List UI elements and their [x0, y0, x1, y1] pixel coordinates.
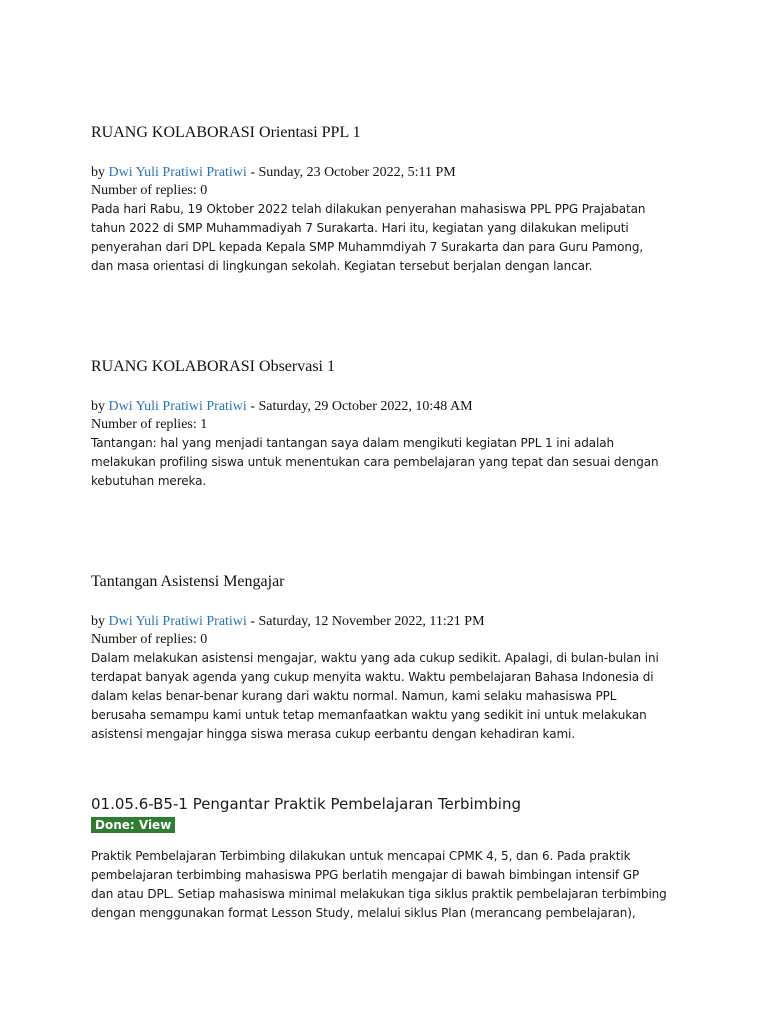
body-line: Tantangan: hal yang menjadi tantangan saya dalam mengikuti kegiatan PPL 1 ini adalah — [91, 436, 614, 450]
post-date: - Saturday, 29 October 2022, 10:48 AM — [246, 399, 473, 414]
activity-section — [91, 795, 681, 923]
completion-badge[interactable]: Done: View — [91, 817, 175, 833]
reply-count: Number of replies: 1 — [91, 417, 208, 432]
post-body — [91, 434, 681, 491]
post-title: RUANG KOLABORASI Orientasi PPL 1 — [91, 124, 361, 141]
post-body — [91, 649, 681, 744]
body-line: Dalam melakukan asistensi mengajar, waktu yang ada cukup sedikit. Apalagi, di bulan-bulan ini — [91, 651, 659, 665]
activity-description — [91, 847, 681, 923]
post-meta — [91, 613, 681, 631]
body-line: dan masa orientasi di lingkungan sekolah. Kegiatan tersebut berjalan dengan lancar. — [91, 259, 593, 273]
by-label: by — [91, 165, 105, 180]
forum-post — [91, 124, 681, 276]
body-line: dengan menggunakan format Lesson Study, melalui siklus Plan (merancang pembelajaran), — [91, 906, 636, 920]
reply-count: Number of replies: 0 — [91, 183, 208, 198]
body-line: Pada hari Rabu, 19 Oktober 2022 telah dilakukan penyerahan mahasiswa PPL PPG Prajabatan — [91, 202, 646, 216]
post-title: Tantangan Asistensi Mengajar — [91, 573, 285, 590]
body-line: tahun 2022 di SMP Muhammadiyah 7 Surakarta. Hari itu, kegiatan yang dilakukan meliputi — [91, 221, 629, 235]
author-link[interactable]: Dwi Yuli Pratiwi Pratiwi — [108, 614, 247, 629]
forum-post — [91, 573, 681, 744]
body-line: kebutuhan mereka. — [91, 474, 207, 488]
activity-title[interactable]: 01.05.6-B5-1 Pengantar Praktik Pembelajaran Terbimbing — [91, 795, 521, 813]
author-link[interactable]: Dwi Yuli Pratiwi Pratiwi — [108, 399, 247, 414]
body-line: pembelajaran terbimbing mahasiswa PPG berlatih mengajar di bawah bimbingan intensif GP — [91, 868, 640, 882]
by-label: by — [91, 399, 105, 414]
forum-post — [91, 358, 681, 491]
body-line: melakukan profiling siswa untuk menentukan cara pembelajaran yang tepat dan sesuai dengan — [91, 455, 659, 469]
by-label: by — [91, 614, 105, 629]
post-body — [91, 200, 681, 276]
body-line: berusaha semampu kami untuk tetap memanfaatkan waktu yang sedikit ini untuk melakukan — [91, 708, 647, 722]
post-meta — [91, 398, 681, 416]
post-title: RUANG KOLABORASI Observasi 1 — [91, 358, 335, 375]
post-meta — [91, 164, 681, 182]
body-line: dalam kelas benar-benar kurang dari waktu normal. Namun, kami selaku mahasiswa PPL — [91, 689, 617, 703]
author-link[interactable]: Dwi Yuli Pratiwi Pratiwi — [108, 165, 247, 180]
body-line: asistensi mengajar hingga siswa merasa cukup eerbantu dengan kehadiran kami. — [91, 727, 575, 741]
body-line: penyerahan dari DPL kepada Kepala SMP Muhammdiyah 7 Surakarta dan para Guru Pamong, — [91, 240, 644, 254]
post-date: - Sunday, 23 October 2022, 5:11 PM — [246, 165, 456, 180]
body-line: Praktik Pembelajaran Terbimbing dilakukan untuk mencapai CPMK 4, 5, dan 6. Pada praktik — [91, 849, 631, 863]
body-line: terdapat banyak agenda yang cukup menyita waktu. Waktu pembelajaran Bahasa Indonesia di — [91, 670, 654, 684]
post-date: - Saturday, 12 November 2022, 11:21 PM — [246, 614, 485, 629]
reply-count: Number of replies: 0 — [91, 632, 208, 647]
body-line: dan atau DPL. Setiap mahasiswa minimal melakukan tiga siklus praktik pembelajaran terbimbing — [91, 887, 667, 901]
